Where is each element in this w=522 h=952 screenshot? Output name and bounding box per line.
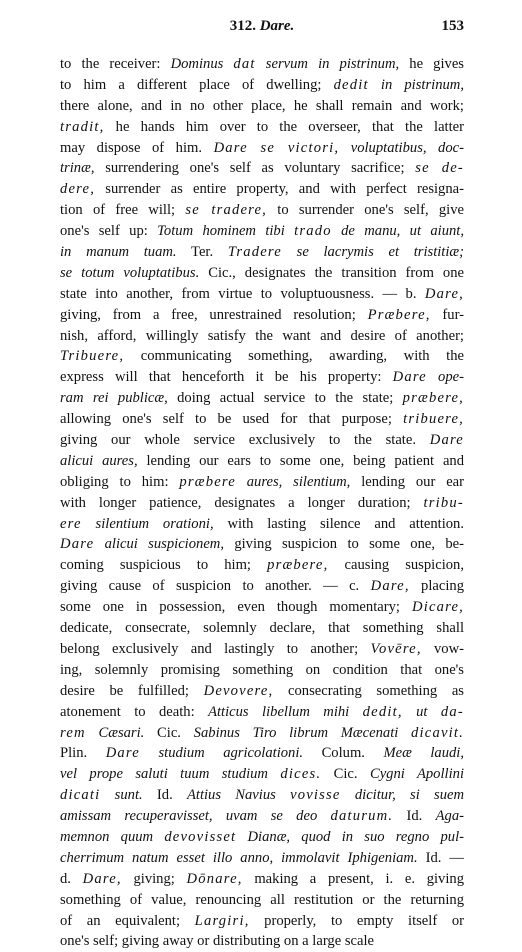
spaced-term: se tradere, [185,202,268,219]
spaced-term: Dare [392,369,427,386]
text-line [60,493,464,514]
text-run: properly, to empty itself or [249,912,464,929]
spaced-term: Dare [429,432,464,449]
text-run: consecrating something as [273,682,464,699]
italic-text: Dianæ, quod in suo regno pul- [236,828,464,845]
text-run: lending our ears to some one, being patient and [137,452,464,469]
text-run: one's self; giving away or distributing on a large scale [60,933,375,950]
text-line [60,138,464,159]
italic-text: aures, silentium, [235,473,351,490]
text-line [60,597,464,618]
spaced-term: dedit [333,76,369,93]
italic-text: vel prope saluti tuum studium [60,766,281,783]
text-line [60,869,464,890]
spaced-term: Dare, [82,870,122,887]
section-word: Dare. [259,18,295,34]
text-run: placing [409,578,464,595]
spaced-term: dedit, [362,703,403,720]
spaced-term: trado [294,223,332,240]
text-line [60,911,464,932]
text-run: Id. [393,808,436,825]
body-text [60,54,464,952]
text-line [60,284,464,305]
spaced-term: tradit, [60,118,105,135]
italic-text: Sabinus Tiro librum Mæcenati [193,724,412,741]
spaced-term: Vovēre, [370,640,422,657]
spaced-term: dere, [60,181,96,198]
text-run: he hands him over to the overseer, that the latter [104,118,464,135]
text-run: state into another, from virtue to voluptuousness. — b. [60,285,425,302]
text-run: may dispose of him. [60,139,214,156]
text-run: Cic. [144,724,194,741]
spaced-term: ere [60,515,82,532]
spaced-term: se de- [415,160,464,177]
text-run: with lasting silence and attention. [213,515,464,532]
spaced-term: Dare, [424,285,464,302]
italic-text: studium agricolationi. [139,745,304,762]
spaced-term: dices. [280,766,322,783]
spaced-term: tribuere, [403,411,464,428]
text-line [60,806,464,827]
italic-text: Aga- [435,808,464,825]
text-run: Ter. [176,244,228,261]
spaced-term: vovisse [290,787,341,804]
text-line [60,639,464,660]
spaced-term: Dicare, [411,599,464,616]
spaced-term: præbere, [402,390,464,407]
spaced-term: rem [60,724,86,741]
spaced-term: da- [440,703,464,720]
text-line [60,242,464,263]
text-line [60,367,464,388]
text-run: communicating something, awarding, with the [124,348,464,365]
text-run: fur- [430,306,464,323]
text-line [60,743,464,764]
italic-text: dicitur, si suem [340,787,464,804]
text-run: vow- [421,640,464,657]
text-run: surrender as entire property, and with perfect resigna- [95,181,464,198]
text-line [60,555,464,576]
italic-text: alicui suspicionem, [94,536,224,553]
spaced-term: dicavit. [411,724,464,741]
text-run: there alone, and in no other place, he shall remain and work; [60,97,464,114]
text-run: express will that henceforth it be his property: [60,369,393,386]
text-line [60,96,464,117]
spaced-term: devovisset [164,828,237,845]
text-run: d. [60,870,83,887]
italic-text: se lacrymis et tristitiæ; [281,244,464,261]
italic-text: amissam recuperavisset, uvam se deo [60,808,331,825]
text-line [60,430,464,451]
text-run: giving, from a free, unrestrained resolution; [60,306,368,323]
text-line [60,75,464,96]
running-header [60,18,464,40]
text-run: lending our ear [350,473,464,490]
text-line [60,200,464,221]
italic-text: ram rei publicæ, [60,390,168,407]
text-line [60,305,464,326]
text-run: tion of free will; [60,202,186,219]
text-run: of an equivalent; [60,912,195,929]
text-line [60,472,464,493]
text-run: Colum. [303,745,384,762]
text-run: allowing one's self to be used for that purpose; [60,411,404,428]
text-line [60,158,464,179]
text-run: giving; [121,870,187,887]
text-run: one's self up: [60,223,158,240]
text-line [60,514,464,535]
text-line [60,326,464,347]
text-line [60,723,464,744]
italic-text: servum in pistrinum, [255,56,400,72]
section-number: 312. [229,18,256,34]
spaced-term: præbere [179,473,236,490]
spaced-term: daturum. [330,808,394,825]
text-line [60,346,464,367]
text-run: atonement to death: [60,703,209,720]
text-line [60,388,464,409]
italic-text: Atticus libellum mihi [208,703,363,720]
italic-text: in manum tuam. [60,244,177,261]
spaced-term: Dare se victori, [213,139,340,156]
spaced-term: Devovere, [203,682,274,699]
italic-text: cherrimum natum esset illo anno, immolavit Iphigeniam. [60,849,418,866]
text-run: Id. [142,787,187,804]
text-line [60,618,464,639]
spaced-term: Tradere [227,244,282,261]
text-run: coming suspicious to him; [60,557,268,574]
text-line [60,660,464,681]
page-number: 153 [441,18,464,34]
text-run: something of value, renouncing all restitution or the returning [60,891,464,908]
italic-text: silentium orationi, [81,515,214,532]
text-run: causing suspicion, [328,557,464,574]
spaced-term: Largiri, [194,912,250,929]
text-run: surrendering one's self as voluntary sacrifice; [94,160,416,177]
spaced-term: Præbere, [367,306,431,323]
italic-text: sunt. [100,787,143,804]
italic-text: Meæ laudi, [383,745,464,762]
italic-text: de manu, ut aiunt, [331,223,464,240]
text-line [60,54,464,75]
spaced-term: Tribuere, [60,348,125,365]
spaced-term: dat [233,56,256,72]
text-run: giving our whole service exclusively to the state. [60,432,430,449]
text-run: dedicate, consecrate, solemnly declare, that something shall [60,620,464,637]
spaced-term: tribu- [423,494,464,511]
text-line [60,221,464,242]
text-line [60,702,464,723]
text-run: nish, afford, willingly satisfy the want and desire of another; [60,327,464,344]
text-line [60,409,464,430]
text-run: doing actual service to the state; [167,390,403,407]
italic-text: voluptatibus, doc- [339,139,464,156]
italic-text: memnon quum [60,828,165,845]
italic-text: Totum hominem tibi [157,223,295,240]
text-run: Cic., designates the transition from one [199,264,464,281]
italic-text: Cæsari. [85,724,145,741]
text-line [60,931,464,952]
text-run: he gives [399,56,464,72]
text-run: obliging to him: [60,473,180,490]
text-line [60,764,464,785]
spaced-term: Dōnare, [186,870,243,887]
text-run: belong exclusively and lastingly to another; [60,640,371,657]
spaced-term: Dare [60,536,95,553]
text-run: desire be fulfilled; [60,682,204,699]
text-run: some one in possession, even though momentary; [60,599,412,616]
spaced-term: Dare [105,745,140,762]
text-run: giving suspicion to some one, be- [223,536,464,553]
italic-text: ope- [426,369,464,386]
text-line [60,848,464,869]
text-run: Id. — [417,849,464,866]
text-run: giving cause of suspicion to another. — c. [60,578,371,595]
text-line [60,534,464,555]
text-run: to the receiver: [60,56,171,72]
text-line [60,681,464,702]
spaced-term: dicati [60,787,101,804]
italic-text: ut [402,703,441,720]
italic-text: alicui aures, [60,452,138,469]
section-title [60,18,464,35]
text-run: to surrender one's self, give [267,202,464,219]
text-line [60,451,464,472]
text-run: Plin. [60,745,106,762]
text-line [60,117,464,138]
text-run: Cic. [321,766,370,783]
italic-text: Cygni Apollini [369,766,464,783]
text-line [60,890,464,911]
italic-text: Attius Navius [186,787,291,804]
spaced-term: Dare, [370,578,410,595]
text-line [60,576,464,597]
text-line [60,179,464,200]
text-run: ing, solemnly promising something on condition that one's [60,661,464,678]
text-run: making a present, i. e. giving [242,870,464,887]
text-run: with longer patience, designates a longer duration; [60,494,424,511]
italic-text: Dominus [170,56,234,72]
italic-text: in pistrinum, [368,76,464,93]
text-line [60,785,464,806]
text-run: to him a different place of dwelling; [60,76,334,93]
text-line [60,263,464,284]
italic-text: se totum voluptatibus. [60,264,200,281]
text-line [60,827,464,848]
spaced-term: præbere, [267,557,329,574]
italic-text: trinæ, [60,160,95,177]
